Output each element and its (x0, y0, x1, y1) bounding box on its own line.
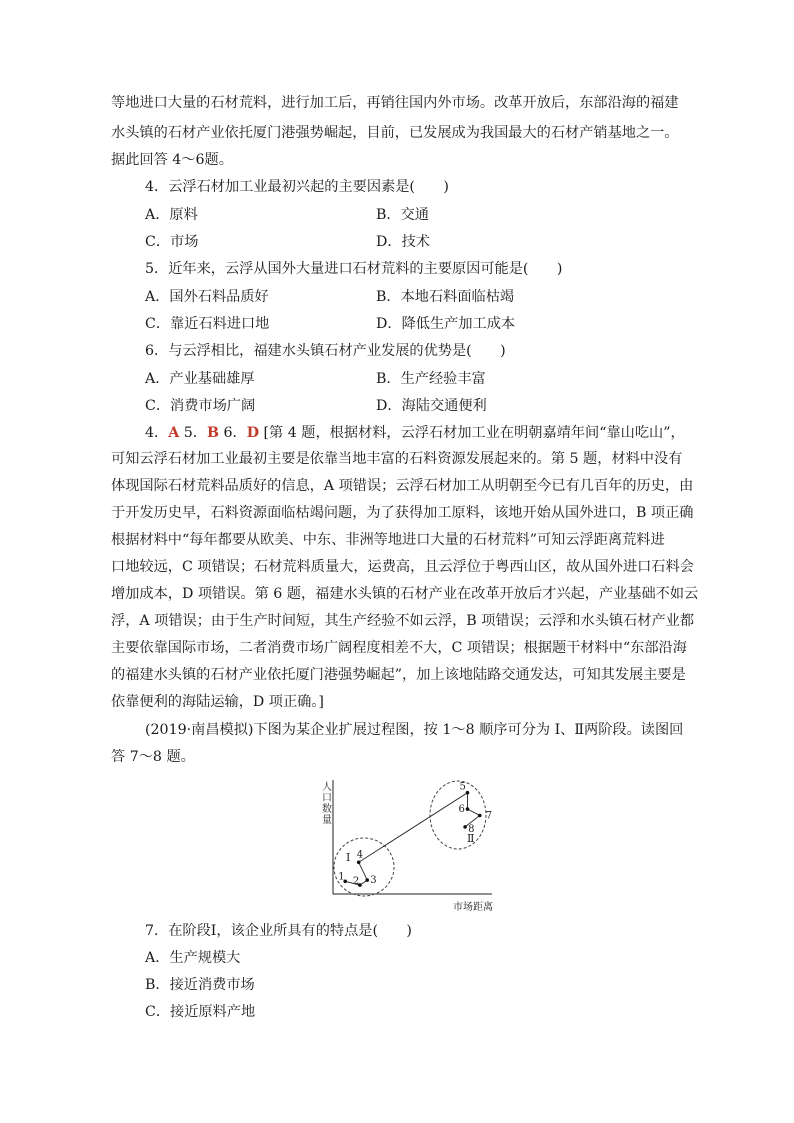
answer-line-11: 依靠便利的海陆运输，D 项正确。] (111, 694, 324, 710)
point-label-8: 8 (468, 823, 475, 835)
q7-option-a: A．生产规模大 (145, 950, 241, 966)
q7-option-b: B．接近消费市场 (145, 977, 255, 993)
point-label-4: 4 (356, 849, 364, 861)
point-label-1: 1 (338, 871, 345, 883)
q4-option-d: D．技术 (376, 234, 430, 250)
answer-num-5: 5． (179, 425, 207, 441)
q78-intro-line-2: 答 7～8 题。 (111, 749, 195, 765)
point-7 (478, 814, 482, 818)
q4-option-a: A．原料 (145, 207, 198, 223)
answer-line-4: 于开发历史早，石料资源面临枯竭问题，为了获得加工原料，该地开始从国外进口，B 项正确 (111, 505, 694, 521)
answer-line-10: 的福建水头镇的石材产业依托厦门港强势崛起”，加上该地陆路交通发达，可知其发展主要是 (111, 667, 686, 683)
point-label-6: 6 (458, 804, 465, 816)
q78-intro-line-1: (2019·南昌模拟)下图为某企业扩展过程图，按 1～8 顺序可分为 Ⅰ、Ⅱ两阶段。读图回 (145, 722, 684, 738)
q7-stem: 7．在阶段Ⅰ，该企业所具有的特点是( ) (145, 923, 412, 939)
answer-num-6: 6． (218, 425, 247, 441)
intro-line-2: 水头镇的石材产业依托厦门港强势崛起，目前，已发展成为我国最大的石材产销基地之一。 (111, 125, 679, 141)
q6-stem: 6．与云浮相比，福建水头镇石材产业发展的优势是( ) (145, 343, 506, 359)
point-6 (466, 807, 470, 811)
point-label-7: 7 (485, 810, 493, 822)
phase-1-ellipse (334, 838, 394, 896)
point-3 (365, 878, 369, 882)
q5-option-a: A．国外石料品质好 (145, 289, 269, 305)
answer-key-5: B (206, 425, 219, 441)
y-axis-label: 人口数量 (322, 782, 332, 826)
q5-stem: 5．近年来，云浮从国外大量进口石材荒料的主要原因可能是( ) (145, 261, 563, 277)
point-4 (357, 861, 361, 865)
intro-line-3: 据此回答 4～6题。 (111, 152, 233, 168)
answer-explanation-start: [第 4 题，根据材料，云浮石材加工业在明朝嘉靖年间“靠山吃山”， (259, 425, 685, 441)
enterprise-expansion-diagram (316, 776, 500, 912)
q6-option-d: D．海陆交通便利 (376, 398, 487, 414)
answer-line-8: 浮，A 项错误；由于生产时间短，其生产经验不如云浮，B 项错误；云浮和水头镇石材产业都 (111, 613, 695, 629)
answer-key-4: A (168, 425, 180, 441)
phase-2-label: Ⅱ (467, 832, 475, 845)
answer-line-3: 体现国际石材荒料品质好的信息，A 项错误；云浮石材加工从明朝至今已有几百年的历史，由 (111, 478, 694, 494)
answer-line-5: 根据材料中“每年都要从欧美、中东、非洲等地进口大量的石材荒料”可知云浮距离荒料进 (111, 532, 665, 548)
intro-line-1: 等地进口大量的石材荒料，进行加工后，再销往国内外市场。改革开放后，东部沿海的福建 (111, 95, 679, 111)
answer-first-line (145, 423, 685, 443)
point-label-5: 5 (459, 781, 466, 793)
answer-key-6: D (246, 425, 260, 441)
q7-option-c: C．接近原料产地 (145, 1004, 256, 1020)
point-5 (466, 791, 470, 795)
answer-line-7: 增加成本，D 项错误。第 6 题，福建水头镇的石材产业在改革开放后才兴起，产业基础不如云 (111, 586, 699, 602)
answer-line-9: 主要依靠国际市场，二者消费市场广阔程度相差不大，C 项错误；根据题干材料中“东部沿海 (111, 640, 687, 656)
q4-option-c: C．市场 (145, 234, 199, 250)
point-label-3: 3 (370, 875, 377, 887)
answer-line-6: 口地较远，C 项错误；石材荒料质量大，运费高，且云浮位于粤西山区，故从国外进口石料会 (111, 559, 694, 575)
answer-line-2: 可知云浮石材加工业最初主要是依靠当地丰富的石料资源发展起来的。第 5 题，材料中没有 (111, 451, 683, 467)
q6-option-c: C．消费市场广阔 (145, 398, 256, 414)
q4-stem: 4．云浮石材加工业最初兴起的主要因素是( ) (145, 179, 449, 195)
point-8 (463, 825, 467, 829)
q5-option-c: C．靠近石料进口地 (145, 316, 270, 332)
q6-option-a: A．产业基础雄厚 (145, 371, 255, 387)
answer-num-4: 4． (145, 425, 169, 441)
q6-option-b: B．生产经验丰富 (376, 371, 486, 387)
q5-option-b: B．本地石料面临枯竭 (376, 289, 515, 305)
q4-option-b: B．交通 (376, 207, 429, 223)
point-label-2: 2 (352, 876, 360, 888)
phase-1-label: Ⅰ (346, 851, 351, 864)
x-axis-label: 市场距离 (453, 902, 493, 912)
q5-option-d: D．降低生产加工成本 (376, 316, 516, 332)
